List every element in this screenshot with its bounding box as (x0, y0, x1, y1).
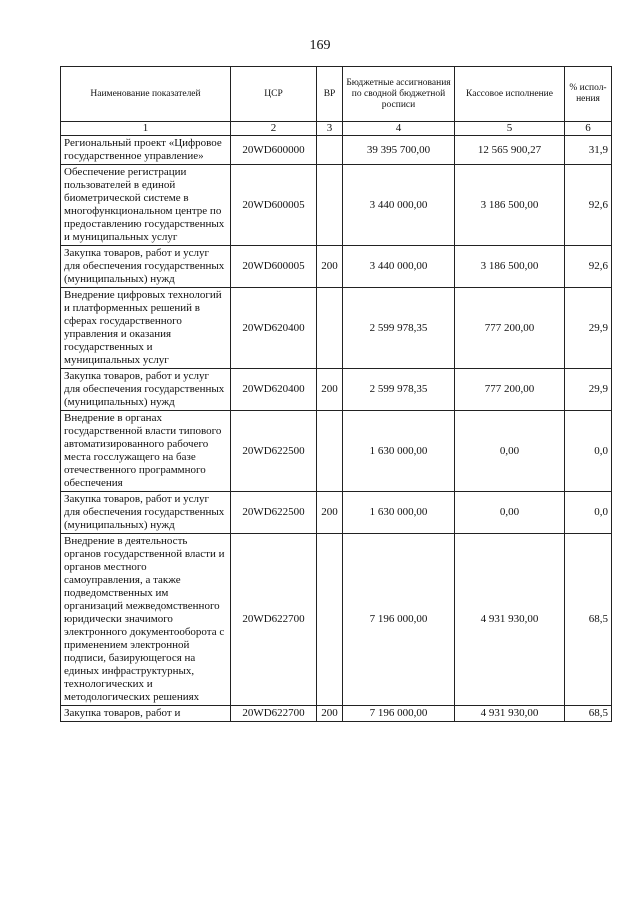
column-number: 5 (455, 122, 565, 136)
row-budget-cell: 1 630 000,00 (343, 492, 455, 534)
page-number: 169 (309, 38, 331, 53)
row-csr-cell: 20WD622700 (231, 706, 317, 722)
header-name: Наименование показателей (61, 67, 231, 122)
row-pct-cell: 31,9 (565, 136, 612, 165)
column-number: 2 (231, 122, 317, 136)
row-budget-cell: 7 196 000,00 (343, 706, 455, 722)
row-vr-cell (317, 288, 343, 369)
column-number-row (61, 122, 612, 136)
row-csr-cell: 20WD620400 (231, 288, 317, 369)
row-vr-cell (317, 411, 343, 492)
row-exec-cell: 3 186 500,00 (455, 165, 565, 246)
row-budget-cell: 39 395 700,00 (343, 136, 455, 165)
table-row (61, 136, 612, 165)
row-vr-cell: 200 (317, 706, 343, 722)
row-pct-cell: 0,0 (565, 492, 612, 534)
column-number: 3 (317, 122, 343, 136)
row-name-cell: Закупка товаров, работ и услуг для обеспечения государственных (муниципальных) нужд (61, 246, 231, 288)
row-name-cell: Обеспечение регистрации пользователей в единой биометрической системе в многофункциональном центре по предоставлению государственных и муниципальных услуг (61, 165, 231, 246)
row-pct-cell: 0,0 (565, 411, 612, 492)
column-number: 1 (61, 122, 231, 136)
row-csr-cell: 20WD600000 (231, 136, 317, 165)
column-number: 6 (565, 122, 612, 136)
row-vr-cell: 200 (317, 246, 343, 288)
column-number: 4 (343, 122, 455, 136)
header-exec: Кассовое исполнение (455, 67, 565, 122)
header-csr: ЦСР (231, 67, 317, 122)
row-pct-cell: 92,6 (565, 165, 612, 246)
row-budget-cell: 7 196 000,00 (343, 534, 455, 706)
row-exec-cell: 4 931 930,00 (455, 534, 565, 706)
table-row (61, 288, 612, 369)
row-pct-cell: 29,9 (565, 288, 612, 369)
row-csr-cell: 20WD622700 (231, 534, 317, 706)
row-name-cell: Закупка товаров, работ и услуг для обеспечения государственных (муниципальных) нужд (61, 369, 231, 411)
row-vr-cell: 200 (317, 492, 343, 534)
row-vr-cell: 200 (317, 369, 343, 411)
row-csr-cell: 20WD600005 (231, 165, 317, 246)
row-exec-cell: 0,00 (455, 411, 565, 492)
table-row (61, 411, 612, 492)
row-exec-cell: 3 186 500,00 (455, 246, 565, 288)
row-csr-cell: 20WD622500 (231, 492, 317, 534)
row-exec-cell: 12 565 900,27 (455, 136, 565, 165)
table-header-row (61, 67, 612, 122)
row-exec-cell: 777 200,00 (455, 369, 565, 411)
table-row (61, 165, 612, 246)
table-row (61, 534, 612, 706)
row-pct-cell: 68,5 (565, 534, 612, 706)
row-vr-cell (317, 534, 343, 706)
header-vr: ВР (317, 67, 343, 122)
row-pct-cell: 29,9 (565, 369, 612, 411)
header-pct: % испол-нения (565, 67, 612, 122)
row-budget-cell: 2 599 978,35 (343, 369, 455, 411)
row-budget-cell: 2 599 978,35 (343, 288, 455, 369)
budget-execution-table (60, 66, 612, 722)
row-csr-cell: 20WD600005 (231, 246, 317, 288)
table-row (61, 492, 612, 534)
row-name-cell: Внедрение цифровых технологий и платформенных решений в сферах государственного управления и оказания государственных и муниципальных услуг (61, 288, 231, 369)
row-budget-cell: 3 440 000,00 (343, 165, 455, 246)
row-csr-cell: 20WD622500 (231, 411, 317, 492)
row-vr-cell (317, 165, 343, 246)
table-row (61, 369, 612, 411)
row-pct-cell: 92,6 (565, 246, 612, 288)
row-csr-cell: 20WD620400 (231, 369, 317, 411)
row-budget-cell: 3 440 000,00 (343, 246, 455, 288)
header-budget: Бюджетные ассигнования по сводной бюджетной росписи (343, 67, 455, 122)
row-exec-cell: 4 931 930,00 (455, 706, 565, 722)
row-name-cell: Внедрение в деятельность органов государственной власти и органов местного самоуправления, а также подведомственных им организаций межведомственного юридически значимого электронного документооборота с применением электронной подписи, базирующегося на единых инфраструктурных, технологических и методологических решениях (61, 534, 231, 706)
row-exec-cell: 777 200,00 (455, 288, 565, 369)
table-row (61, 706, 612, 722)
row-vr-cell (317, 136, 343, 165)
table-row (61, 246, 612, 288)
row-exec-cell: 0,00 (455, 492, 565, 534)
row-name-cell: Региональный проект «Цифровое государственное управление» (61, 136, 231, 165)
row-name-cell: Внедрение в органах государственной власти типового автоматизированного рабочего места госслужащего на базе отечественного программного обеспечения (61, 411, 231, 492)
row-name-cell: Закупка товаров, работ и услуг для обеспечения государственных (муниципальных) нужд (61, 492, 231, 534)
row-pct-cell: 68,5 (565, 706, 612, 722)
row-budget-cell: 1 630 000,00 (343, 411, 455, 492)
row-name-cell: Закупка товаров, работ и (61, 706, 231, 722)
